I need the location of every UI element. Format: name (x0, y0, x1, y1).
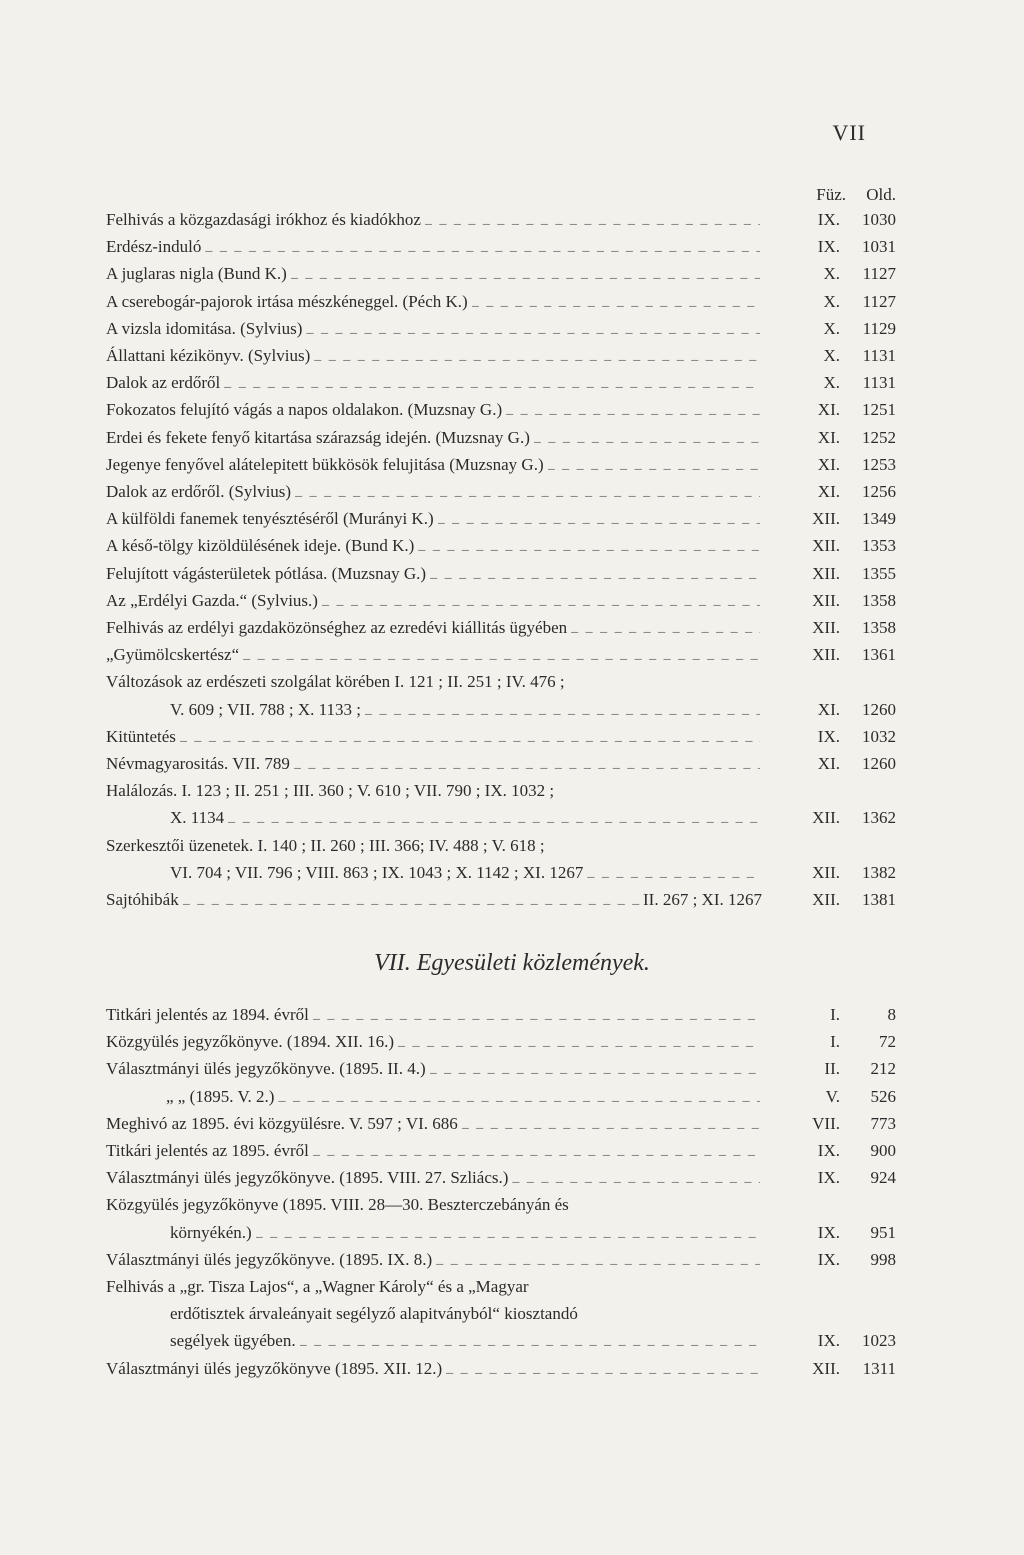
entry-text (106, 723, 762, 750)
entry-text (106, 1246, 762, 1273)
entry-text (106, 260, 762, 287)
entry-page: 1358 (862, 618, 896, 638)
entry-page: 1253 (862, 454, 896, 474)
entry-title: Választmányi ülés jegyzőkönyve. (1895. VIII. 27. Szliács.) (106, 1168, 509, 1188)
entry-text (106, 886, 762, 913)
entry-title: Fokozatos felujító vágás a napos oldalakon. (Muzsnay G.) (106, 400, 503, 420)
entry-text (106, 1355, 762, 1382)
entry-page: 1252 (862, 427, 896, 447)
entry-text (106, 668, 762, 695)
entry-text (106, 478, 762, 505)
entry-page: 924 (870, 1168, 896, 1188)
dot-leader (534, 424, 760, 451)
entry-text (106, 1083, 762, 1110)
dot-leader (306, 315, 760, 342)
entry-page: 1361 (862, 645, 896, 665)
dot-leader (398, 1028, 760, 1055)
index-entry (106, 696, 896, 723)
index-entry (106, 233, 896, 260)
entry-title: II. 267 ; XI. 1267 (643, 890, 762, 910)
entry-text (106, 342, 762, 369)
entry-volume: XII. (812, 890, 840, 910)
dot-leader (314, 342, 760, 369)
dot-leader (418, 532, 760, 559)
index-entry (106, 1246, 896, 1273)
entry-volume: IX. (817, 726, 840, 746)
entry-text (106, 614, 762, 641)
dot-leader (183, 886, 641, 913)
entry-title: Titkári jelentés az 1895. évről (106, 1141, 309, 1161)
dot-leader (462, 1110, 760, 1137)
entry-text (106, 777, 762, 804)
entry-text (106, 560, 762, 587)
entry-title: V. 609 ; VII. 788 ; X. 1133 ; (170, 699, 361, 719)
entry-page: 1382 (862, 862, 896, 882)
entry-title: A külföldi fanemek tenyésztéséről (Murányi K.) (106, 509, 434, 529)
entry-volume: XI. (817, 427, 840, 447)
entry-title: Meghivó az 1895. évi közgyülésre. V. 597 ; VI. 686 (106, 1113, 458, 1133)
entry-text (106, 696, 762, 723)
entry-text (106, 505, 762, 532)
dot-leader (446, 1355, 760, 1382)
dot-leader (300, 1327, 760, 1354)
index-entry (106, 315, 896, 342)
entry-volume: X. (823, 291, 840, 311)
dot-leader (548, 451, 760, 478)
entry-title: Jegenye fenyővel alátelepitett bükkösök felujitása (Muzsnay G.) (106, 454, 544, 474)
column-header-volume: Füz. (816, 185, 846, 204)
entry-text (106, 804, 762, 831)
entry-volume: IX. (817, 210, 840, 229)
index-entry (106, 1055, 896, 1082)
entry-text (106, 1028, 762, 1055)
entry-page: 1129 (862, 318, 896, 338)
entry-page: 1131 (862, 373, 896, 393)
index-entry (106, 886, 896, 913)
index-entry (106, 505, 896, 532)
entry-title: Erdei és fekete fenyő kitartása szárazság idején. (Muzsnay G.) (106, 427, 530, 447)
index-entry (106, 1273, 896, 1300)
index-entry (106, 260, 896, 287)
entry-volume: XII. (812, 536, 840, 556)
entry-volume: X. (823, 318, 840, 338)
entry-title: Dalok az erdőről (106, 373, 221, 393)
entry-title: Közgyülés jegyzőkönyve (1895. VIII. 28—30. Beszterczebányán és (106, 1195, 569, 1215)
entry-page: 900 (870, 1141, 896, 1161)
index-entry (106, 560, 896, 587)
dot-leader (430, 560, 760, 587)
entry-volume: XI. (817, 454, 840, 474)
entry-text (106, 1137, 762, 1164)
dot-leader (228, 804, 760, 831)
entry-text (106, 750, 762, 777)
entry-page: 1030 (862, 210, 896, 229)
entry-volume: XII. (812, 1358, 840, 1378)
index-entry (106, 424, 896, 451)
entry-volume: II. (824, 1059, 840, 1079)
index-entry (106, 668, 896, 695)
entry-volume: I. (830, 1032, 840, 1052)
entry-text (106, 532, 762, 559)
entry-page: 1131 (862, 346, 896, 366)
entry-title: A vizsla idomitása. (Sylvius) (106, 318, 303, 338)
entry-volume: X. (823, 373, 840, 393)
entry-text (106, 233, 762, 260)
entry-title: „Gyümölcskertész“ (106, 645, 240, 665)
index-entry (106, 206, 896, 233)
dot-leader (313, 1001, 760, 1028)
entry-volume: X. (823, 264, 840, 284)
entry-page: 951 (870, 1222, 896, 1242)
entry-title: Választmányi ülés jegyzőkönyve. (1895. II. 4.) (106, 1059, 426, 1079)
dot-leader (205, 233, 760, 260)
entry-volume: XII. (812, 509, 840, 529)
entry-text (106, 641, 762, 668)
entry-page: 1381 (862, 890, 896, 910)
entry-page: 1256 (862, 482, 896, 502)
index-entry (106, 859, 896, 886)
index-entry (106, 1028, 896, 1055)
entry-title: Felhivás a közgazdasági irókhoz és kiadókhoz (106, 210, 421, 229)
dot-leader (365, 696, 760, 723)
entry-volume: XI. (817, 400, 840, 420)
index-entry (106, 1191, 896, 1218)
entry-title: Kitüntetés (106, 726, 176, 746)
entry-page: 1358 (862, 590, 896, 610)
index-entry (106, 614, 896, 641)
index-entry (106, 1083, 896, 1110)
entry-title: Dalok az erdőről. (Sylvius) (106, 482, 292, 502)
entry-title: A cserebogár-pajorok irtása mészkéneggel. (Péch K.) (106, 291, 468, 311)
entry-text (106, 1327, 762, 1354)
entry-volume: IX. (817, 1222, 840, 1242)
dot-leader (278, 1083, 760, 1110)
entry-volume: XII. (812, 645, 840, 665)
entry-title: Választmányi ülés jegyzőkönyve (1895. XII. 12.) (106, 1358, 443, 1378)
dot-leader (256, 1219, 760, 1246)
entry-text (106, 315, 762, 342)
entry-text (106, 1164, 762, 1191)
index-entry (106, 723, 896, 750)
index-entry (106, 532, 896, 559)
entry-text (106, 1110, 762, 1137)
entry-text (106, 424, 762, 451)
entry-page: 1311 (862, 1358, 896, 1378)
dot-leader (313, 1137, 760, 1164)
dot-leader (425, 206, 760, 233)
entry-volume: IX. (817, 1168, 840, 1188)
dot-leader (291, 260, 760, 287)
entry-page: 1023 (862, 1331, 896, 1351)
entry-text (106, 1219, 762, 1246)
entry-title: Közgyülés jegyzőkönyve. (1894. XII. 16.) (106, 1032, 394, 1052)
entry-title: A késő-tölgy kizöldülésének ideje. (Bund K.) (106, 536, 415, 556)
entry-page: 998 (870, 1249, 896, 1269)
index-entry (106, 1164, 896, 1191)
index-entry (106, 1300, 896, 1327)
entry-title: Az „Erdélyi Gazda.“ (Sylvius.) (106, 590, 318, 610)
entry-volume: IX. (817, 237, 840, 257)
entry-title: környékén.) (170, 1222, 252, 1242)
entry-title: „ „ (1895. V. 2.) (166, 1086, 275, 1106)
dot-leader (438, 505, 760, 532)
index-entry (106, 750, 896, 777)
dot-leader (295, 478, 760, 505)
entry-title: segélyek ügyében. (170, 1331, 296, 1351)
entry-page: 1251 (862, 400, 896, 420)
index-entry (106, 1219, 896, 1246)
index-entry (106, 451, 896, 478)
entry-title: Felhivás az erdélyi gazdaközönséghez az ezredévi kiállitás ügyében (106, 618, 568, 638)
entry-volume: X. (823, 346, 840, 366)
entry-text (106, 1001, 762, 1028)
entry-title: Felhivás a „gr. Tisza Lajos“, a „Wagner Károly“ és a „Magyar (106, 1277, 529, 1297)
entry-text (106, 451, 762, 478)
index-entry (106, 832, 896, 859)
dot-leader (294, 750, 760, 777)
entry-volume: IX. (817, 1141, 840, 1161)
index-entry (106, 396, 896, 423)
entry-title: Változások az erdészeti szolgálat körében I. 121 ; II. 251 ; IV. 476 ; (106, 672, 565, 692)
entry-page: 1349 (862, 509, 896, 529)
entry-page: 1032 (862, 726, 896, 746)
entry-page: 8 (887, 1005, 896, 1024)
entry-volume: XII. (812, 618, 840, 638)
entry-title: Állattani kézikönyv. (Sylvius) (106, 346, 311, 366)
index-entry (106, 587, 896, 614)
entry-text (106, 369, 762, 396)
entry-text (106, 1191, 762, 1218)
entry-text (106, 1055, 762, 1082)
index-entry (106, 777, 896, 804)
entry-title: Névmagyarositás. VII. 789 (106, 754, 290, 774)
entry-text (106, 1273, 762, 1300)
index-entry (106, 478, 896, 505)
entry-page: 1031 (862, 237, 896, 257)
dot-leader (224, 369, 760, 396)
dot-leader (571, 614, 760, 641)
entry-text (106, 587, 762, 614)
entry-title: X. 1134 (170, 808, 225, 828)
entry-page: 212 (870, 1059, 896, 1079)
entry-volume: XII. (812, 590, 840, 610)
entry-title: A juglaras nigla (Bund K.) (106, 264, 287, 284)
index-entry (106, 1137, 896, 1164)
dot-leader (436, 1246, 760, 1273)
index-list-misc (106, 206, 896, 913)
entry-text (106, 396, 762, 423)
index-list-association-notices (106, 1001, 896, 1382)
dot-leader (430, 1055, 760, 1082)
entry-text (106, 1300, 762, 1327)
entry-title: VI. 704 ; VII. 796 ; VIII. 863 ; IX. 1043 ; X. 1142 ; XI. 1267 (170, 862, 584, 882)
entry-volume: XI. (817, 754, 840, 774)
entry-title: Halálozás. I. 123 ; II. 251 ; III. 360 ; V. 610 ; VII. 790 ; IX. 1032 ; (106, 781, 555, 801)
entry-page: 1260 (862, 754, 896, 774)
dot-leader (506, 396, 760, 423)
dot-leader (587, 859, 760, 886)
entry-volume: IX. (817, 1331, 840, 1351)
dot-leader (243, 641, 760, 668)
index-entry (106, 1001, 896, 1028)
entry-page: 1127 (862, 291, 896, 311)
entry-volume: XII. (812, 563, 840, 583)
entry-title: Erdész-induló (106, 237, 202, 257)
entry-volume: IX. (817, 1249, 840, 1269)
entry-volume: I. (830, 1005, 840, 1024)
dot-leader (512, 1164, 760, 1191)
index-entry (106, 342, 896, 369)
entry-title: Szerkesztői üzenetek. I. 140 ; II. 260 ; III. 366; IV. 488 ; V. 618 ; (106, 835, 545, 855)
entry-text (106, 859, 762, 886)
entry-title: Sajtóhibák (106, 890, 179, 910)
entry-title: Titkári jelentés az 1894. évről (106, 1005, 309, 1024)
entry-page: 1355 (862, 563, 896, 583)
dot-leader (180, 723, 760, 750)
dot-leader (322, 587, 760, 614)
entry-page: 526 (870, 1086, 896, 1106)
entry-title: Felujított vágásterületek pótlása. (Muzsnay G.) (106, 563, 427, 583)
entry-title: erdőtisztek árvaleányait segélyző alapitványból“ kiosztandó (170, 1304, 578, 1324)
entry-volume: XII. (812, 808, 840, 828)
dot-leader (472, 288, 760, 315)
index-entry (106, 1327, 896, 1354)
entry-text (106, 832, 762, 859)
entry-text (106, 288, 762, 315)
index-entry (106, 1355, 896, 1382)
entry-volume: VII. (812, 1113, 840, 1133)
entry-volume: XI. (817, 699, 840, 719)
entry-text (106, 206, 762, 233)
column-headers (790, 185, 896, 205)
entry-volume: XII. (812, 862, 840, 882)
index-entry (106, 641, 896, 668)
entry-page: 1127 (862, 264, 896, 284)
entry-volume: V. (825, 1086, 840, 1106)
entry-page: 1362 (862, 808, 896, 828)
entry-page: 72 (879, 1032, 896, 1052)
section-title: VII. Egyesületi közlemények. (374, 950, 650, 976)
page-number: VII (832, 120, 866, 145)
entry-volume: XI. (817, 482, 840, 502)
entry-page: 773 (870, 1113, 896, 1133)
entry-page: 1260 (862, 699, 896, 719)
index-entry (106, 804, 896, 831)
index-entry (106, 288, 896, 315)
entry-page: 1353 (862, 536, 896, 556)
index-entry (106, 1110, 896, 1137)
entry-title: Választmányi ülés jegyzőkönyve. (1895. IX. 8.) (106, 1249, 433, 1269)
index-entry (106, 369, 896, 396)
column-header-page: Old. (866, 185, 896, 204)
